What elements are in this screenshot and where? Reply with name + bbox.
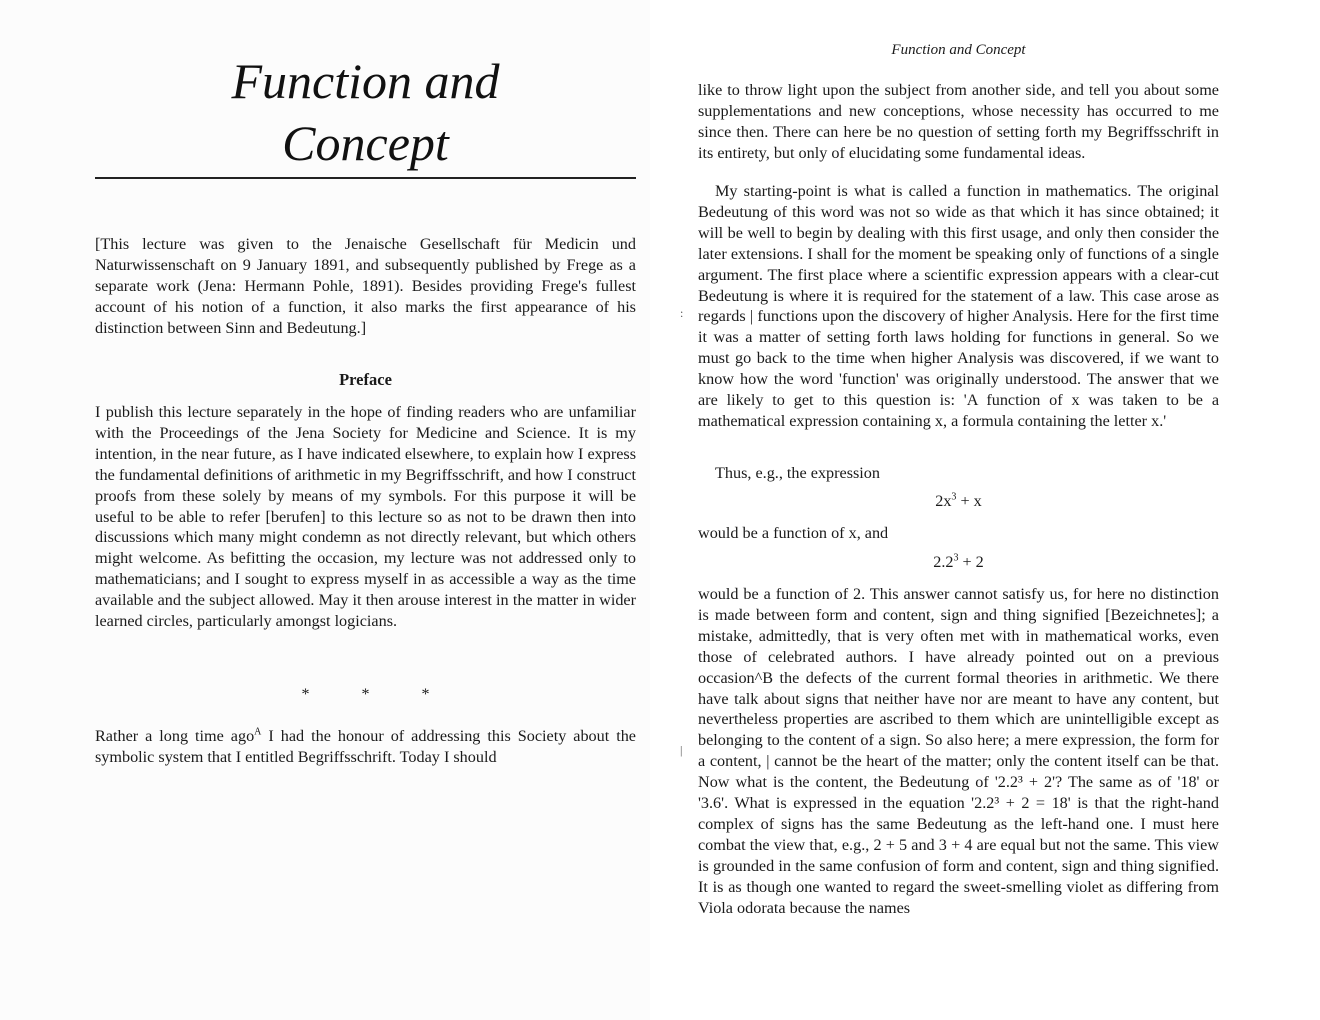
formula-1-base: 2x xyxy=(935,492,952,510)
formula-2-rest: + 2 xyxy=(958,553,984,571)
star: * xyxy=(421,686,430,703)
formula-1-exponent: 3 xyxy=(951,491,957,503)
preface-text: I publish this lecture separately in the hope of finding readers who are unfamiliar with the Proceedings of the Jena Society for Medicine and Science. It is my intention, in the near future, as I have indicated elsewhere, to explain how I express the fundamental definitions of arithmetic in my Begriffsschrift, and how I construct proofs from these solely by means of my symbols. For this purpose it will be useful to be able to refer [berufen] to this lecture so as not to be drawn then into discussions which many might condemn as not directly relevant, but which others might welcome. As befitting the occasion, my lecture was not addressed only to mathematicians; and I sought to express myself in as accessible a way as the time available and the subject allowed. May it then arouse interest in the matter in wider learned circles, particularly amongst logicians. xyxy=(95,403,636,631)
title-line-2: Concept xyxy=(282,115,449,171)
continuation-paragraph: like to throw light upon the subject from another side, and tell you about some supplementations and new conceptions, whose necessity has occurred to me since then. There can here be no question of setting forth my Begriffsschrift in its entirety, but only of elucidating some fundamental ideas. xyxy=(698,81,1219,162)
argument-paragraph: would be a function of 2. This answer cannot satisfy us, for here no distinction is made between form and content, sign and thing signified [Bezeichnetes]; a mistake, admittedly, that is very often met with in mathematical works, even those of celebrated authors. I have already pointed out on a previous occasion^B the defects of the current formal theories in arithmetic. We there have talk about signs that neither have nor are meant to have any content, but nevertheless properties are ascribed to them which are unintelligible except as belonging to the content of a sign. So also here; a mere expression, the form for a content, | cannot be the heart of the matter; only the content itself can be that. Now what is the content, the Bedeutung of '2.2³ + 2'? The same as of '18' or '3.6'. What is expressed in the equation '2.2³ + 2 = 18' is that the right-hand complex of signs has the same Bedeutung as the left-hand one. I must here combat the view that, e.g., 2 + 5 and 3 + 4 are equal but not the same. This view is grounded in the same confusion of form and content, sign and thing signified. It is as though one wanted to regard the sweet-smelling violet as differing from Viola odorata because the names xyxy=(698,585,1219,917)
running-head: Function and Concept xyxy=(891,42,1026,58)
section-break xyxy=(95,686,636,704)
margin-mark-2: | xyxy=(680,743,683,757)
opening-text-a: Rather a long time ago xyxy=(95,727,255,745)
chapter-title xyxy=(95,50,636,174)
title-rule xyxy=(95,177,636,179)
star: * xyxy=(361,686,370,703)
function-of-x-line: would be a function of x, and xyxy=(698,524,889,542)
example-intro: Thus, e.g., the expression xyxy=(715,464,880,482)
star: * xyxy=(301,686,310,703)
starting-point-paragraph: My starting-point is what is called a function in mathematics. The original Bedeutung of this word was not so wide as that which it has since obtained; it will be well to begin by dealing with this first usage, and only then consider the later extensions. I shall for the moment be speaking only of functions of a single argument. The first place where a scientific expression appears with a clear-cut Bedeutung is where it is required for the statement of a law. This case arose as regards | functions upon the discovery of higher Analysis. Here for the first time it was a matter of setting forth laws holding for functions in general. So we must go back to the time when higher Analysis was discovered, if we want to know how the word 'function' was originally understood. The answer that we are likely to get to this question is: 'A function of x was taken to be a mathematical expression containing x, a formula containing the letter x.' xyxy=(698,182,1219,430)
opening-paragraph xyxy=(95,726,636,768)
left-page xyxy=(0,0,650,1020)
title-line-1: Function and xyxy=(231,53,500,109)
footnote-marker-a: A xyxy=(254,726,262,738)
formula-1 xyxy=(698,492,1219,511)
opening-text-b: I had the honour of addressing this Society about the symbolic system that I entitled Begriffsschrift. Today I should xyxy=(95,727,636,766)
editorial-note: [This lecture was given to the Jenaische Gesellschaft für Medicin und Naturwissenschaft on 9 January 1891, and subsequently published by Frege as a separate work (Jena: Hermann Pohle, 1891). Besides providing Frege's fullest account of his notion of a function, it also marks the first appearance of his distinction between Sinn and Bedeutung.] xyxy=(95,235,636,337)
formula-2-base: 2.2 xyxy=(933,553,954,571)
formula-2 xyxy=(698,553,1219,572)
formula-2-exponent: 3 xyxy=(953,552,959,564)
preface-heading: Preface xyxy=(339,370,392,389)
formula-1-rest: + x xyxy=(956,492,982,510)
margin-mark-1: : xyxy=(680,306,684,320)
